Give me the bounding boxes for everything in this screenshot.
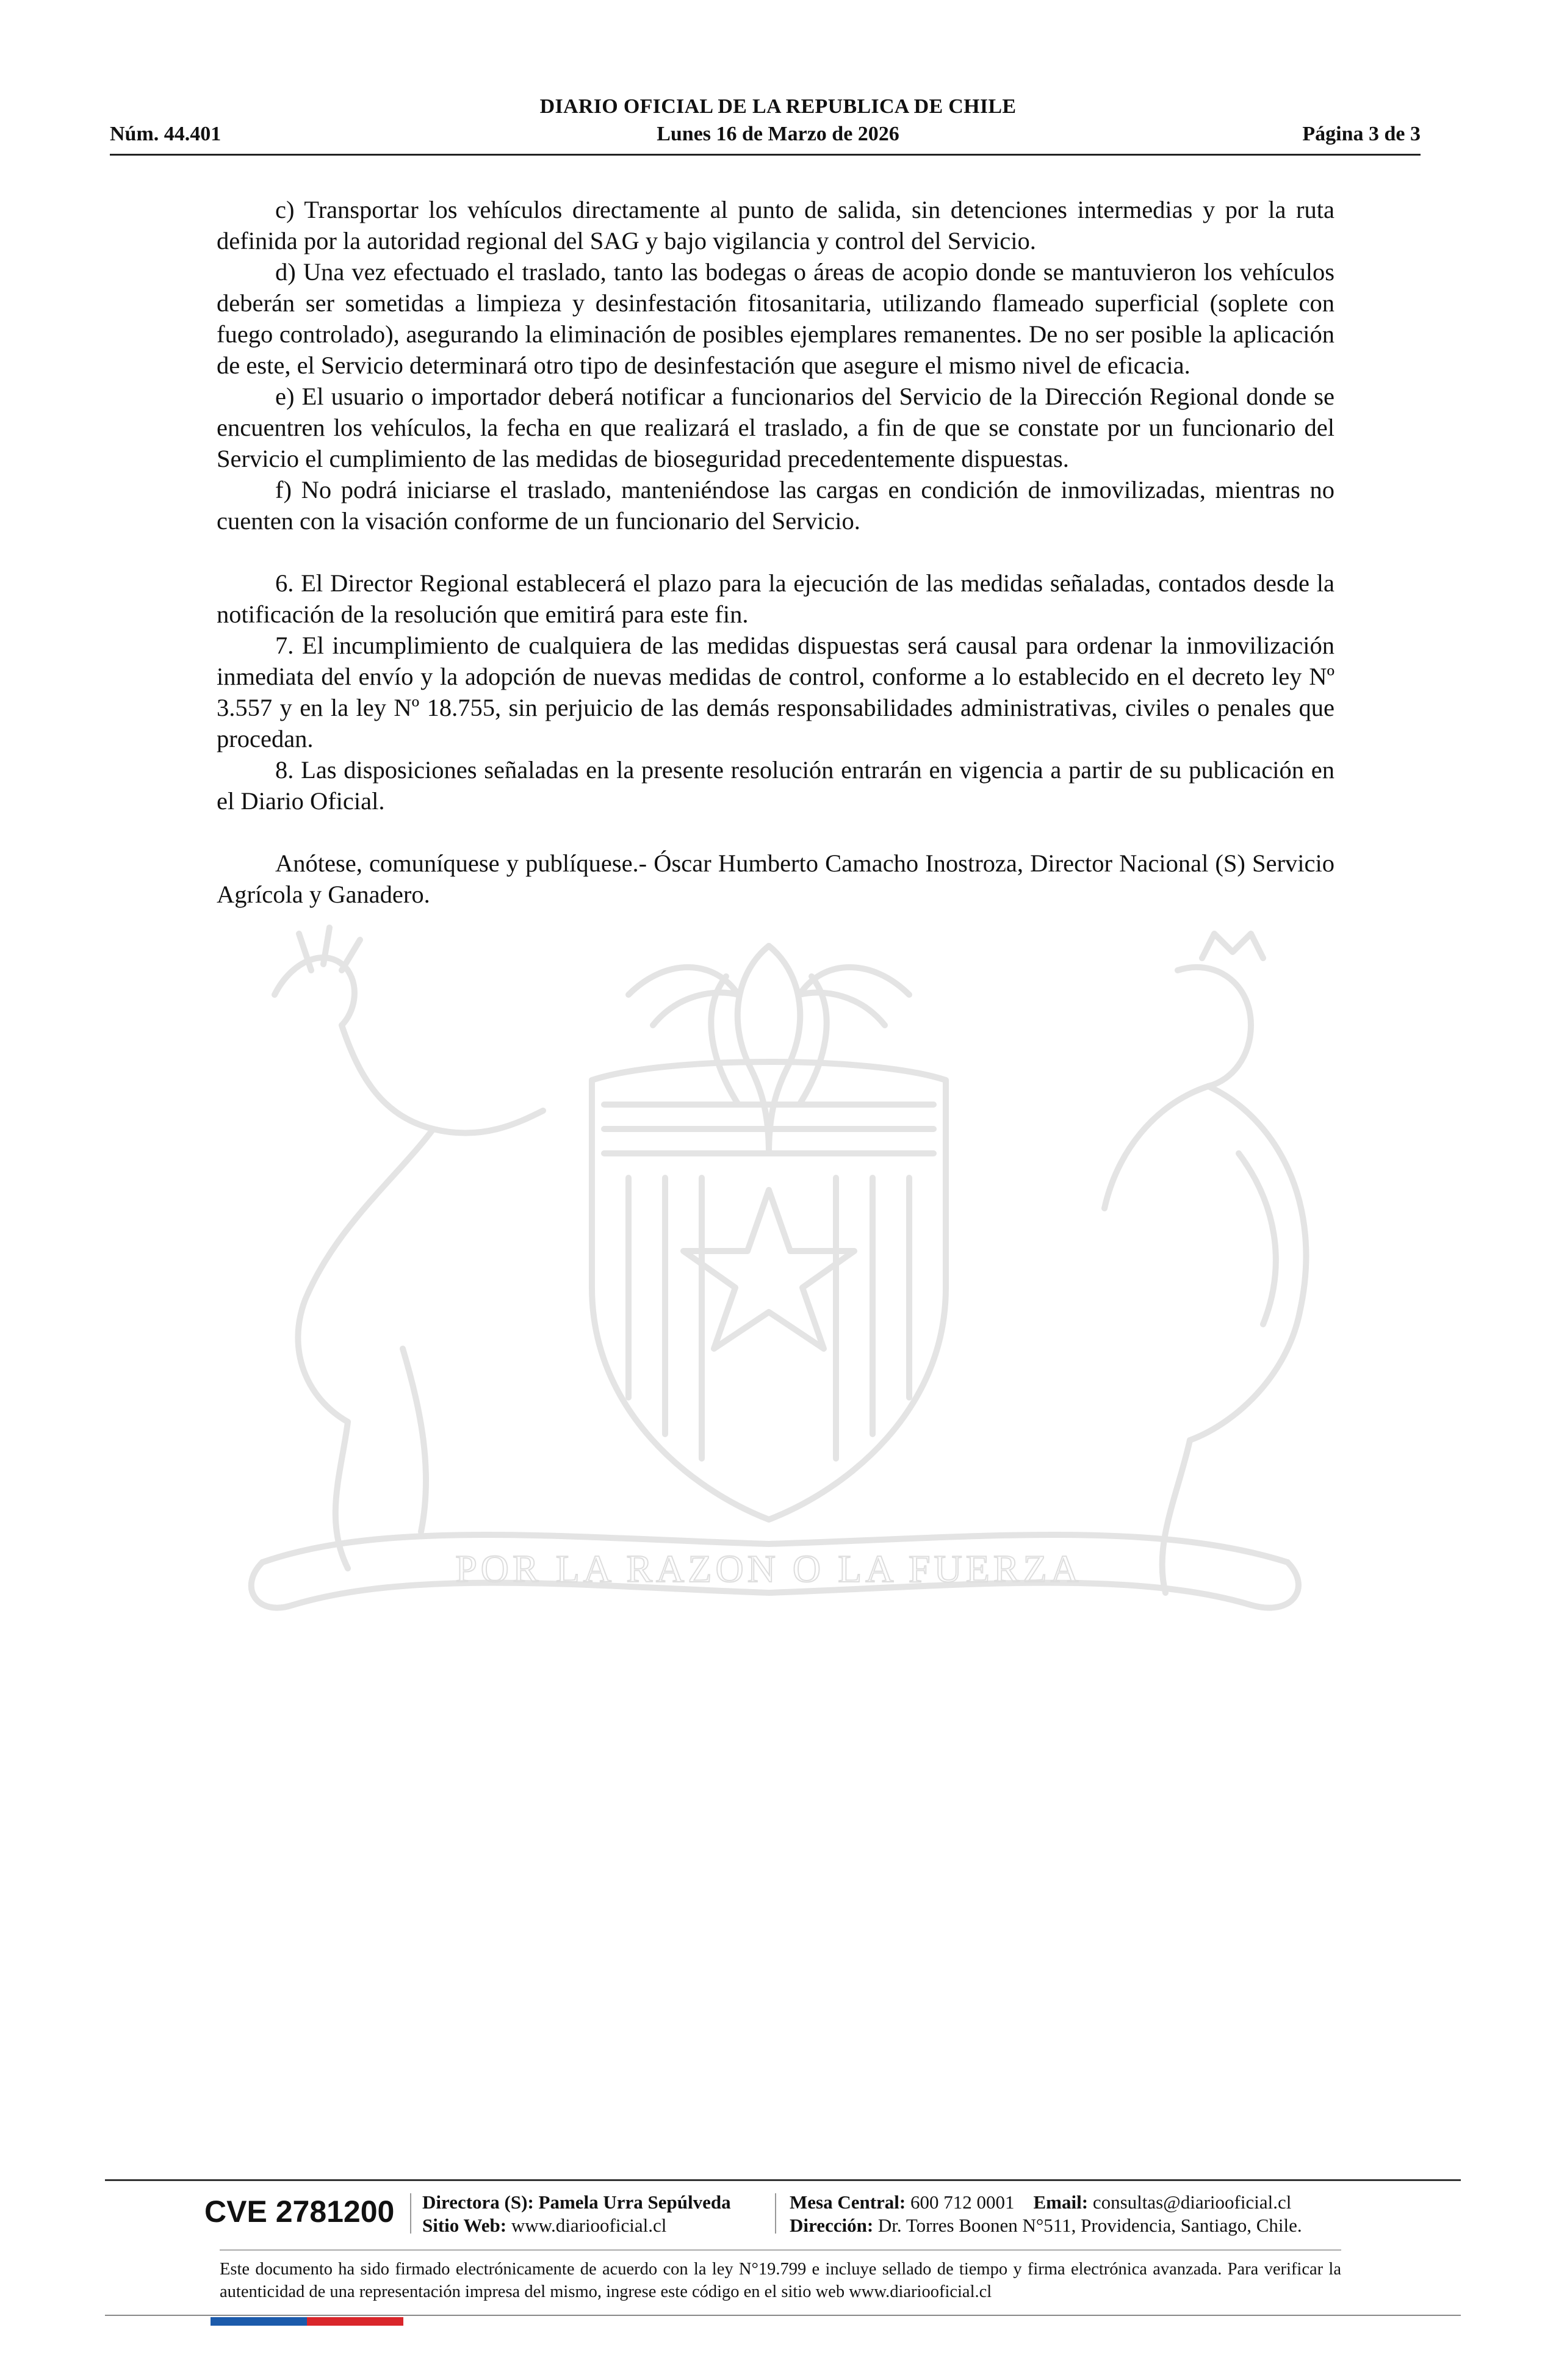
director-name: Directora (S): Pamela Urra Sepúlveda [422,2191,731,2213]
legal-notice: Este documento ha sido firmado electrónicamente de acuerdo con la ley N°19.799 e incluye sellado de tiempo y firma electrónica avanzada. Para verificar la autenticidad de una representación impresa del mismo, ingrese este código en el sitio web www.diariooficial.cl [220,2260,1341,2301]
paragraph-e: e) El usuario o importador deberá notificar a funcionarios del Servicio de la Dirección Regional donde se encuentren los vehículos, la fecha en que realizará el traslado, a fin de que se constate por un funcionario del Servicio el cumplimiento de las medidas de bioseguridad precedentemente dispuestas. [217,383,1334,472]
paragraph-6: 6. El Director Regional establecerá el plazo para la ejecución de las medidas señaladas, contados desde la notificación de la resolución que emitirá para este fin. [217,569,1334,628]
paragraph-8: 8. Las disposiciones señaladas en la presente resolución entrarán en vigencia a partir de su publicación en el Diario Oficial. [217,756,1334,815]
header-divider [110,154,1421,156]
paragraph-7: 7. El incumplimiento de cualquiera de las medidas dispuestas será causal para ordenar la inmovilización inmediata del envío y la adopción de nuevas medidas de control, conforme a lo establecido en el decreto ley Nº 3.557 y en la ley Nº 18.755, sin perjuicio de las demás responsabilidades administrativas, civiles o penales que procedan. [217,632,1334,752]
flag-stripe-blue [211,2317,307,2326]
address-line: Dirección: Dr. Torres Boonen N°511, Providencia, Santiago, Chile. [790,2215,1302,2236]
paragraph-d: d) Una vez efectuado el traslado, tanto las bodegas o áreas de acopio donde se mantuvieron los vehículos deberán ser sometidas a limpieza y desinfestación fitosanitaria, utilizando flameado superficial (soplete con fuego controlado), asegurando la eliminación de posibles ejemplares remanentes. De no ser posible la aplicación de este, el Servicio determinará otro tipo de desinfestación que asegure el mismo nivel de eficacia. [217,258,1334,379]
document-body [217,194,1334,910]
footer-divider-top [105,2179,1461,2181]
flag-stripe-red [307,2317,403,2326]
issue-date: Lunes 16 de Marzo de 2026 [657,123,899,145]
phone-number: 600 712 0001 [910,2191,1015,2213]
newspaper-title: DIARIO OFICIAL DE LA REPUBLICA DE CHILE [539,95,1017,118]
coat-of-arms-watermark [201,921,1336,1690]
email-link[interactable]: consultas@diariooficial.cl [1092,2191,1292,2213]
footer-separator [775,2193,776,2234]
footer-divider-mid [220,2249,1341,2251]
contact-line: Mesa Central: 600 712 0001 Email: consultas@diariooficial.cl [790,2191,1292,2213]
footer-separator [410,2193,411,2234]
closing-signature: Anótese, comuníquese y publíquese.- Óscar Humberto Camacho Inostroza, Director Nacional (S) Servicio Agrícola y Ganadero. [217,849,1334,908]
paragraph-c: c) Transportar los vehículos directamente al punto de salida, sin detenciones intermedias y por la ruta definida por la autoridad regional del SAG y bajo vigilancia y control del Servicio. [217,196,1334,254]
page-indicator: Página 3 de 3 [1302,123,1421,145]
address-text: Dr. Torres Boonen N°511, Providencia, Santiago, Chile. [877,2215,1302,2236]
motto-text: POR LA RAZON O LA FUERZA [455,1547,1082,1590]
cve-code: CVE 2781200 [204,2194,395,2229]
issue-number: Núm. 44.401 [110,123,222,145]
footer-divider-bottom [105,2315,1461,2316]
paragraph-f: f) No podrá iniciarse el traslado, manteniéndose las cargas en condición de inmovilizadas, mientras no cuenten con la visación conforme de un funcionario del Servicio. [217,476,1334,535]
website-line: Sitio Web: www.diariooficial.cl [422,2215,667,2236]
website-link[interactable]: www.diariooficial.cl [511,2215,667,2236]
